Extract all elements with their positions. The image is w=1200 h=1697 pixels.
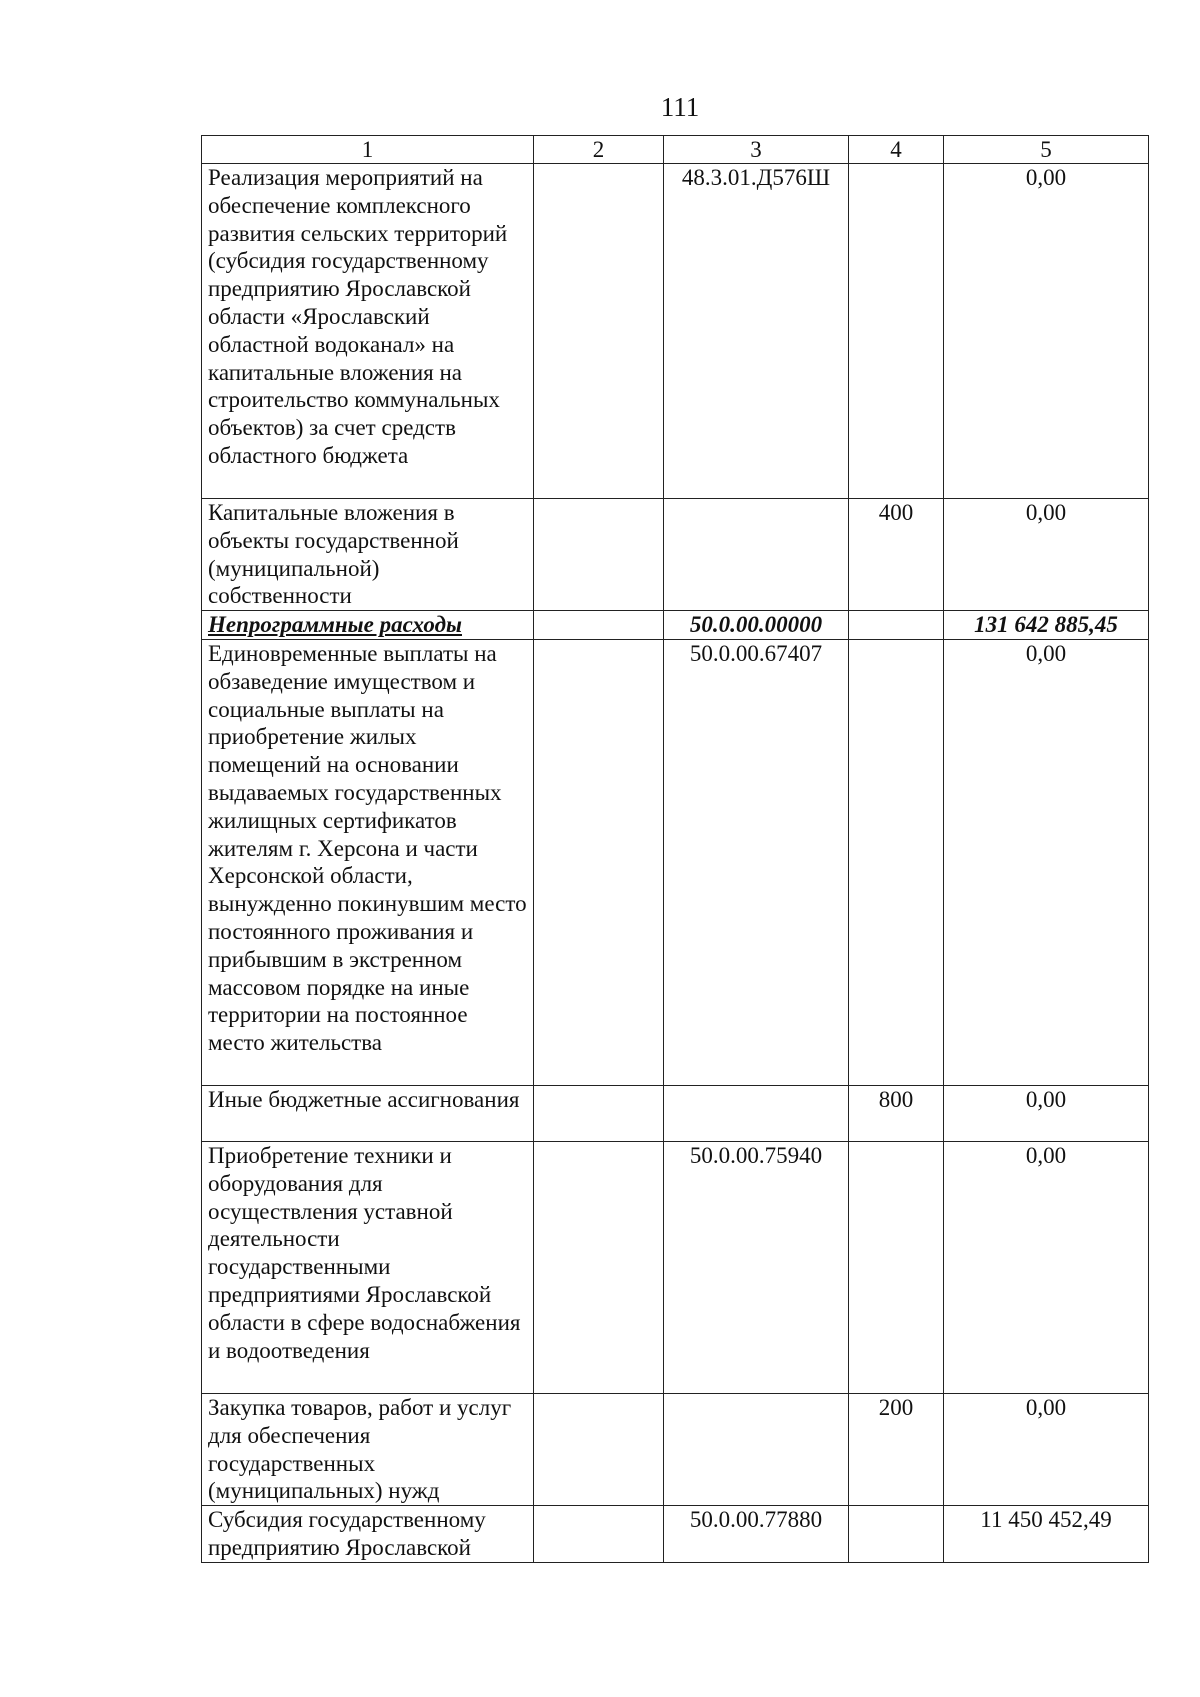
expense-name: Капитальные вложения в объекты государственной (муниципальной) собственности bbox=[202, 499, 534, 611]
expense-name: Реализация мероприятий на обеспечение комплексного развития сельских территорий (субсидия государственному предприятию Ярославской области «Ярославский областной водоканал» на капитальные вложения на строительство коммунальных объектов) за счет средств областного бюджета bbox=[202, 164, 534, 499]
column-header: 4 bbox=[849, 136, 944, 164]
section-title: Непрограммные расходы bbox=[208, 612, 462, 638]
table-row bbox=[202, 1085, 1149, 1141]
expense-type bbox=[849, 639, 944, 1085]
column-2-cell bbox=[534, 1506, 664, 1563]
column-2-cell bbox=[534, 164, 664, 499]
amount: 0,00 bbox=[944, 1085, 1149, 1141]
table-row bbox=[202, 164, 1149, 499]
column-header: 1 bbox=[202, 136, 534, 164]
column-2-cell bbox=[534, 1141, 664, 1393]
amount: 0,00 bbox=[944, 164, 1149, 499]
amount: 11 450 452,49 bbox=[944, 1506, 1149, 1563]
expense-name: Единовременные выплаты на обзаведение имуществом и социальные выплаты на приобретение жилых помещений на основании выдаваемых государственных жилищных сертификатов жителям г. Херсона и части Херсонской области, вынужденно покинувшим место постоянного проживания и прибывшим в экстренном массовом порядке на иные территории на постоянное место жительства bbox=[202, 639, 534, 1085]
budget-table bbox=[201, 135, 1149, 1563]
column-2-cell bbox=[534, 639, 664, 1085]
expense-type bbox=[849, 164, 944, 499]
target-code: 50.0.00.00000 bbox=[664, 611, 849, 640]
column-header: 3 bbox=[664, 136, 849, 164]
target-code: 50.0.00.67407 bbox=[664, 639, 849, 1085]
expense-type bbox=[849, 611, 944, 640]
expense-name bbox=[202, 611, 534, 640]
amount: 0,00 bbox=[944, 639, 1149, 1085]
column-header: 5 bbox=[944, 136, 1149, 164]
table-header-row bbox=[202, 136, 1149, 164]
table-row bbox=[202, 639, 1149, 1085]
target-code: 50.0.00.75940 bbox=[664, 1141, 849, 1393]
amount: 0,00 bbox=[944, 499, 1149, 611]
amount: 0,00 bbox=[944, 1393, 1149, 1505]
table-row bbox=[202, 1393, 1149, 1505]
column-2-cell bbox=[534, 1393, 664, 1505]
column-2-cell bbox=[534, 1085, 664, 1141]
expense-type: 400 bbox=[849, 499, 944, 611]
amount: 131 642 885,45 bbox=[944, 611, 1149, 640]
table-row bbox=[202, 1506, 1149, 1563]
target-code bbox=[664, 1393, 849, 1505]
table-row bbox=[202, 1141, 1149, 1393]
expense-type: 800 bbox=[849, 1085, 944, 1141]
table-row bbox=[202, 499, 1149, 611]
column-2-cell bbox=[534, 611, 664, 640]
expense-name: Приобретение техники и оборудования для осуществления уставной деятельности государственными предприятиями Ярославской области в сфере водоснабжения и водоотведения bbox=[202, 1141, 534, 1393]
expense-name: Иные бюджетные ассигнования bbox=[202, 1085, 534, 1141]
target-code bbox=[664, 1085, 849, 1141]
column-2-cell bbox=[534, 499, 664, 611]
target-code: 48.3.01.Д576Ш bbox=[664, 164, 849, 499]
target-code: 50.0.00.77880 bbox=[664, 1506, 849, 1563]
expense-name: Закупка товаров, работ и услуг для обеспечения государственных (муниципальных) нужд bbox=[202, 1393, 534, 1505]
target-code bbox=[664, 499, 849, 611]
expense-type: 200 bbox=[849, 1393, 944, 1505]
amount: 0,00 bbox=[944, 1141, 1149, 1393]
page-number: 111 bbox=[660, 92, 700, 122]
column-header: 2 bbox=[534, 136, 664, 164]
table-row-section-total bbox=[202, 611, 1149, 640]
expense-name: Субсидия государственному предприятию Ярославской bbox=[202, 1506, 534, 1563]
expense-type bbox=[849, 1141, 944, 1393]
expense-type bbox=[849, 1506, 944, 1563]
